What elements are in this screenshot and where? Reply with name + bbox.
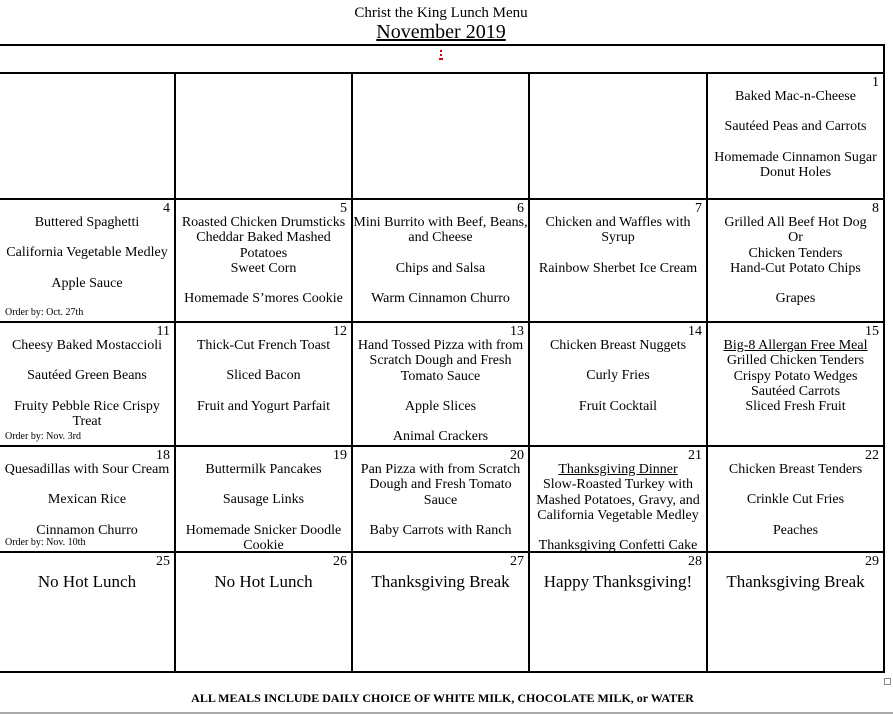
menu-items	[708, 447, 883, 538]
menu-item: Apple Sauce	[51, 275, 123, 291]
spacer	[176, 276, 351, 291]
menu-item: Sliced Fresh Fruit	[745, 399, 846, 415]
menu-item: Mexican Rice	[47, 492, 127, 508]
day-number: 14	[688, 324, 702, 339]
menu-item: Grapes	[775, 291, 816, 307]
day-cell	[708, 200, 883, 321]
menu-item: Sautéed Carrots	[750, 383, 841, 399]
day-number: 13	[510, 324, 524, 339]
menu-item: Buttermilk Pancakes	[205, 462, 322, 477]
table-resize-handle[interactable]	[884, 678, 891, 685]
menu-item: Fruit and Yogurt Parfait	[197, 398, 330, 414]
day-number: 1	[872, 75, 879, 90]
spacer	[708, 276, 883, 291]
menu-items	[0, 447, 174, 538]
spacer	[176, 353, 351, 368]
menu-items	[530, 200, 706, 276]
spacer	[0, 353, 174, 368]
calendar-grid	[0, 72, 885, 673]
menu-items	[530, 323, 706, 414]
menu-item: Grilled All Beef Hot Dog	[724, 215, 867, 230]
day-number: 8	[872, 201, 879, 216]
page-divider	[0, 712, 893, 714]
menu-item: Chicken Tenders	[748, 245, 843, 261]
menu-item: Chicken and Waffles with Syrup	[545, 215, 691, 246]
order-deadline: Order by: Oct. 27th	[5, 306, 84, 318]
day-cell	[530, 74, 708, 198]
menu-item: Sautéed Green Beans	[27, 368, 147, 384]
spacer	[708, 508, 883, 523]
day-number: 21	[688, 448, 702, 463]
menu-item: Chicken Breast Tenders	[728, 462, 863, 477]
day-cell	[353, 74, 530, 198]
spacer	[176, 384, 351, 399]
spacer	[0, 384, 174, 399]
menu-item: Roasted Chicken Drumsticks	[181, 215, 346, 230]
day-cell	[708, 74, 883, 198]
menu-item: Curly Fries	[586, 368, 650, 384]
meal-heading: Thanksgiving Dinner	[558, 462, 678, 477]
menu-item: California Vegetable Medley	[6, 245, 168, 261]
day-number: 20	[510, 448, 524, 463]
menu-items	[0, 200, 174, 291]
day-note: Thanksgiving Break	[726, 572, 865, 591]
menu-items	[708, 323, 883, 414]
menu-item: Peaches	[772, 522, 819, 538]
menu-month-title: November 2019	[376, 21, 506, 43]
day-cell	[176, 553, 353, 671]
day-number: 11	[156, 324, 170, 339]
spacer	[530, 353, 706, 368]
menu-items	[353, 447, 528, 538]
menu-item: Slow-Roasted Turkey with Mashed Potatoes, Gravy, and California Vegetable Medley	[536, 477, 700, 523]
spacer	[530, 523, 706, 538]
week-row	[0, 200, 883, 323]
day-number: 5	[340, 201, 347, 216]
menu-item: Thanksgiving Confetti Cake	[538, 538, 698, 554]
day-number: 22	[865, 448, 879, 463]
day-number: 25	[156, 554, 170, 569]
menu-item: Sweet Corn	[230, 260, 297, 276]
menu-item: Crispy Potato Wedges	[733, 368, 858, 384]
menu-item: Hand Tossed Pizza with from Scratch Dough and Fresh Tomato Sauce	[357, 338, 524, 384]
spacer	[0, 230, 174, 245]
day-note: Happy Thanksgiving!	[543, 572, 693, 591]
menu-item: Quesadillas with Sour Cream	[4, 462, 170, 477]
menu-item: Sliced Bacon	[226, 368, 301, 384]
menu-items	[0, 74, 174, 89]
menu-items	[353, 323, 528, 444]
order-deadline: Order by: Nov. 10th	[5, 536, 86, 548]
day-cell	[708, 553, 883, 671]
spacer	[353, 384, 528, 399]
day-number: 27	[510, 554, 524, 569]
menu-item: Rainbow Sherbet Ice Cream	[538, 260, 698, 276]
menu-item: Mini Burrito with Beef, Beans, and Cheese	[353, 215, 528, 246]
menu-items	[530, 74, 706, 89]
menu-item: Animal Crackers	[392, 429, 489, 445]
day-cell	[176, 447, 353, 551]
day-number: 4	[163, 201, 170, 216]
spacer	[353, 414, 528, 429]
menu-item: Hand-Cut Potato Chips	[730, 260, 861, 276]
day-cell	[353, 323, 530, 445]
menu-items	[176, 74, 351, 89]
menu-item: Cheesy Baked Mostaccioli	[11, 338, 163, 353]
menu-item: Fruit Cocktail	[578, 398, 658, 414]
spacer	[530, 384, 706, 399]
day-cell	[0, 323, 176, 445]
day-number: 29	[865, 554, 879, 569]
spacer	[708, 477, 883, 492]
day-note: No Hot Lunch	[214, 572, 313, 591]
format-marker-icon	[440, 50, 443, 60]
day-cell	[176, 323, 353, 445]
menu-school-title: Christ the King Lunch Menu	[354, 5, 528, 21]
menu-item: Homemade Cinnamon Sugar Donut Holes	[714, 149, 877, 180]
spacer	[353, 276, 528, 291]
day-cell	[176, 74, 353, 198]
day-cell	[176, 200, 353, 321]
day-cell	[530, 553, 708, 671]
menu-item: Baked Mac-n-Cheese	[735, 89, 856, 104]
menu-item: Grilled Chicken Tenders	[726, 353, 865, 369]
menu-item: Sautéed Peas and Carrots	[724, 119, 867, 135]
menu-item: Apple Slices	[404, 398, 477, 414]
menu-item: Buttered Spaghetti	[34, 215, 140, 230]
week-row	[0, 74, 883, 200]
menu-items	[353, 200, 528, 306]
menu-item: Sausage Links	[222, 492, 305, 508]
day-cell	[0, 553, 176, 671]
spacer	[530, 246, 706, 261]
menu-item: Cinnamon Churro	[36, 522, 138, 538]
menu-item: Chicken Breast Nuggets	[549, 338, 687, 353]
menu-items	[176, 447, 351, 553]
day-note: No Hot Lunch	[37, 572, 137, 591]
menu-items	[176, 200, 351, 306]
day-number: 18	[156, 448, 170, 463]
day-cell	[0, 74, 176, 198]
day-cell	[708, 447, 883, 551]
day-number: 28	[688, 554, 702, 569]
day-cell	[708, 323, 883, 445]
spacer	[0, 508, 174, 523]
spacer	[708, 135, 883, 150]
menu-item: Or	[788, 230, 803, 246]
spacer	[353, 246, 528, 261]
day-number: 15	[865, 324, 879, 339]
day-note: Thanksgiving Break	[371, 572, 510, 591]
day-cell	[0, 447, 176, 551]
day-number: 12	[333, 324, 347, 339]
order-deadline: Order by: Nov. 3rd	[5, 430, 82, 442]
menu-item: Homemade S’mores Cookie	[184, 291, 343, 307]
day-cell	[530, 323, 708, 445]
day-number: 6	[517, 201, 524, 216]
menu-item: Warm Cinnamon Churro	[371, 290, 510, 306]
footer-note: ALL MEALS INCLUDE DAILY CHOICE OF WHITE MILK, CHOCOLATE MILK, or WATER	[191, 691, 694, 705]
menu-items	[0, 323, 174, 429]
spacer	[353, 508, 528, 523]
menu-item: Pan Pizza with from Scratch Dough and Fresh Tomato Sauce	[360, 462, 521, 508]
day-cell	[530, 200, 708, 321]
menu-items	[708, 74, 883, 180]
day-cell	[530, 447, 708, 554]
menu-item: Baby Carrots with Ranch	[369, 522, 512, 538]
meal-heading: Big-8 Allergan Free Meal	[723, 338, 868, 353]
menu-items	[530, 447, 706, 553]
day-cell	[353, 200, 530, 321]
menu-item: Fruity Pebble Rice Crispy Treat	[14, 398, 160, 429]
menu-items	[353, 74, 528, 89]
week-row	[0, 447, 883, 553]
spacer	[176, 508, 351, 523]
menu-items	[176, 323, 351, 414]
week-row	[0, 553, 883, 671]
day-number: 26	[333, 554, 347, 569]
spacer	[0, 477, 174, 492]
menu-item: Homemade Snicker Doodle Cookie	[185, 522, 342, 553]
day-cell	[353, 553, 530, 671]
menu-items	[708, 200, 883, 306]
day-cell	[353, 447, 530, 551]
menu-item: Chips and Salsa	[395, 260, 486, 276]
menu-item: Thick-Cut French Toast	[196, 338, 331, 353]
day-number: 7	[695, 201, 702, 216]
spacer	[0, 261, 174, 276]
week-row	[0, 323, 883, 447]
spacer	[176, 477, 351, 492]
spacer	[708, 104, 883, 119]
menu-item: Crinkle Cut Fries	[746, 492, 845, 508]
day-number: 19	[333, 448, 347, 463]
day-cell	[0, 200, 176, 321]
menu-item: Cheddar Baked Mashed Potatoes	[196, 230, 331, 261]
